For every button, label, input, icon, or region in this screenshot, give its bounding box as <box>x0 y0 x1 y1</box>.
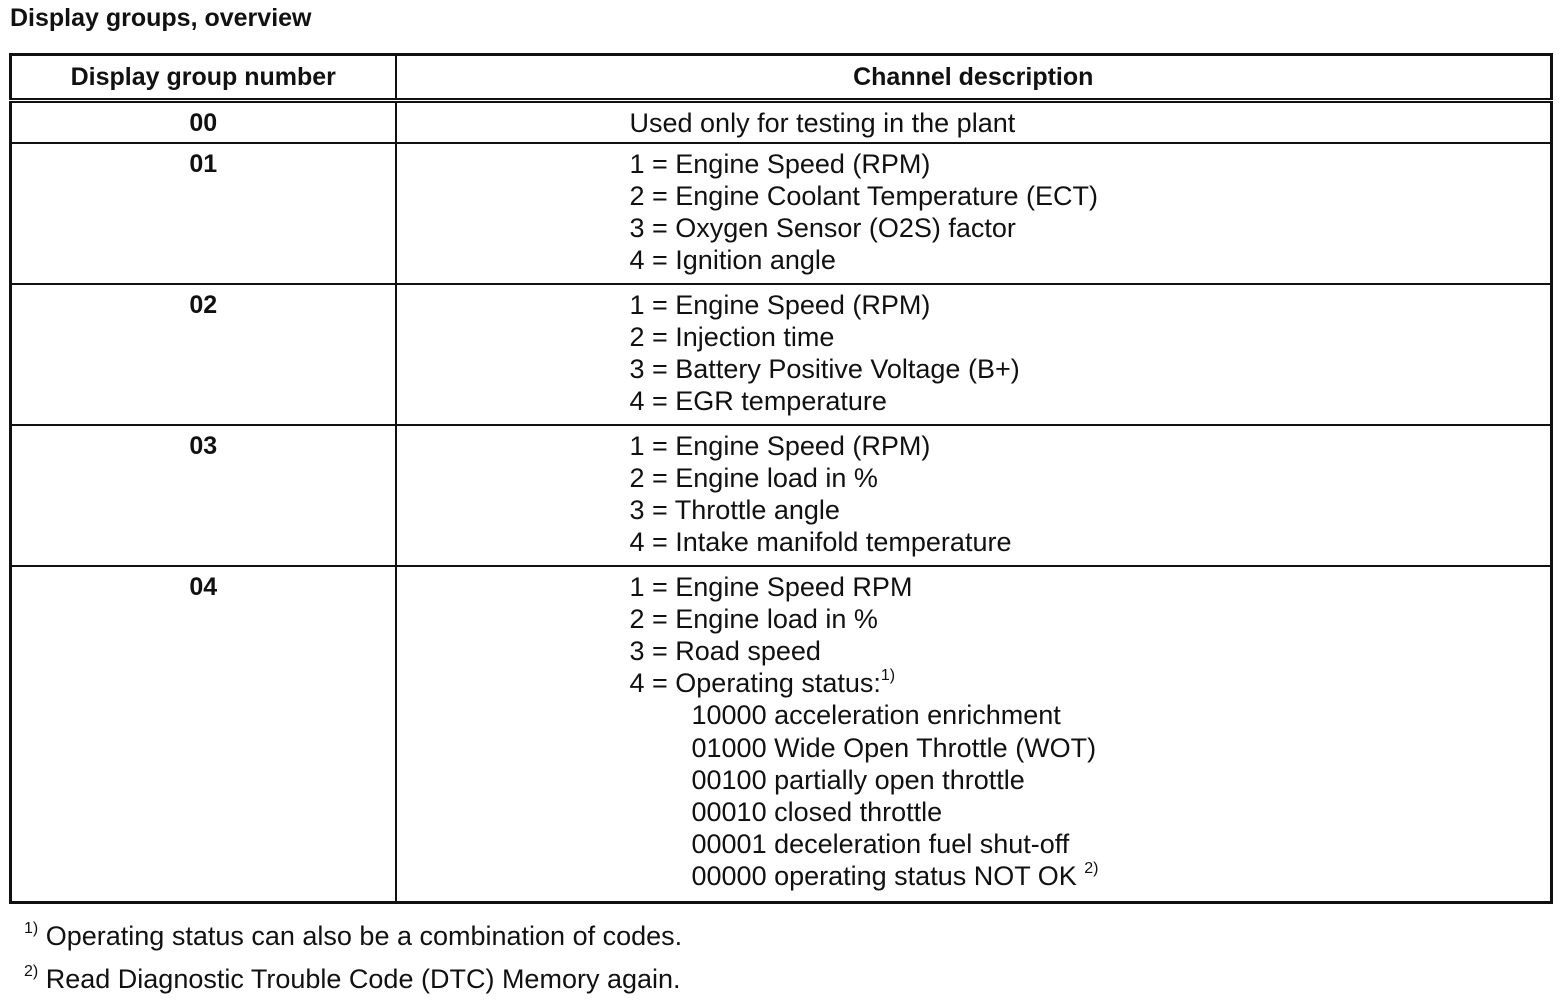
status-code-line: 00100 partially open throttle <box>691 764 1025 795</box>
table-row <box>11 143 1552 284</box>
channel-line: 4 = Ignition angle <box>629 245 836 276</box>
table-row <box>11 566 1552 903</box>
channel-line: 2 = Injection time <box>629 321 835 352</box>
status-code-line: 10000 acceleration enrichment <box>691 700 1061 731</box>
channel-line: 3 = Road speed <box>629 635 821 666</box>
table-header-row <box>11 55 1552 101</box>
channel-line: 2 = Engine load in % <box>629 603 878 634</box>
channel-description <box>396 425 1552 566</box>
status-code-line: 01000 Wide Open Throttle (WOT) <box>691 732 1097 763</box>
channel-line: Used only for testing in the plant <box>629 108 1016 138</box>
channel-line: 2 = Engine Coolant Temperature (ECT) <box>629 180 1098 211</box>
group-number: 01 <box>11 143 396 284</box>
footnote-marker: 2) <box>24 963 39 980</box>
channel-line: 1 = Engine Speed (RPM) <box>629 289 931 320</box>
display-groups-table <box>9 53 1553 904</box>
group-number: 02 <box>11 284 396 425</box>
status-code-line <box>630 860 1551 892</box>
status-code-line: 00010 closed throttle <box>691 796 943 827</box>
channel-description <box>396 284 1552 425</box>
header-display-group-number: Display group number <box>11 55 396 101</box>
footnote-text: Read Diagnostic Trouble Code (DTC) Memory again. <box>45 964 681 994</box>
group-number: 03 <box>11 425 396 566</box>
operating-status-label: 4 = Operating status: <box>629 668 881 699</box>
footnote-1 <box>24 921 682 951</box>
page-title: Display groups, overview <box>10 4 312 32</box>
channel-line <box>630 667 1551 699</box>
table-row <box>11 425 1552 566</box>
status-not-ok-text: 00000 operating status NOT OK <box>691 861 1077 892</box>
channel-line: 2 = Engine load in % <box>629 462 878 493</box>
channel-line: 1 = Engine Speed RPM <box>629 571 913 602</box>
group-number: 00 <box>11 101 396 143</box>
channel-line: 4 = Intake manifold temperature <box>629 527 1012 558</box>
channel-line: 1 = Engine Speed (RPM) <box>629 430 931 461</box>
footnote-ref-1: 1) <box>880 667 896 685</box>
footnote-2 <box>24 964 681 994</box>
channel-line: 1 = Engine Speed (RPM) <box>629 148 931 179</box>
footnote-ref-2: 2) <box>1084 860 1099 878</box>
table-row <box>11 101 1552 143</box>
footnote-marker: 1) <box>24 920 39 937</box>
channel-line: 4 = EGR temperature <box>629 386 887 417</box>
channel-line: 3 = Battery Positive Voltage (B+) <box>629 353 1020 384</box>
header-channel-description: Channel description <box>396 55 1552 101</box>
channel-line: 3 = Throttle angle <box>629 494 840 525</box>
channel-line: 3 = Oxygen Sensor (O2S) factor <box>629 212 1016 243</box>
footnote-text: Operating status can also be a combination of codes. <box>45 921 683 951</box>
channel-description <box>396 566 1552 903</box>
channel-description <box>396 143 1552 284</box>
channel-description <box>396 101 1552 143</box>
group-number: 04 <box>11 566 396 903</box>
table-row <box>11 284 1552 425</box>
status-code-line: 00001 deceleration fuel shut-off <box>691 829 1070 860</box>
